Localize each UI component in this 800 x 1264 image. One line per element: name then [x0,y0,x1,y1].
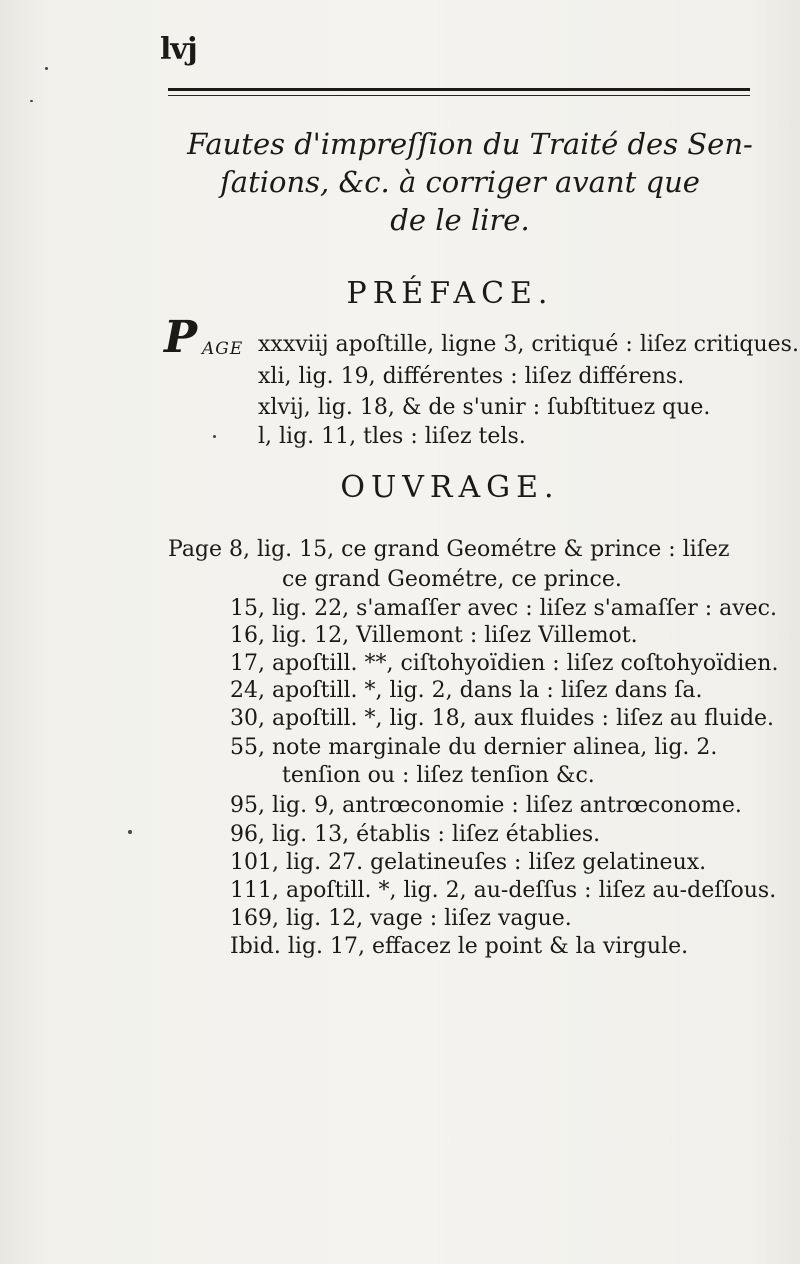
paper-speck [45,67,48,70]
title-line-2: ſations, &c. à corriger avant que [220,165,700,199]
header-rule [168,88,750,91]
paper-speck [30,100,33,102]
ouvrage-line-1: Page 8, lig. 15, ce grand Geométre & prince : liſez [168,537,730,562]
errata-title [150,125,770,239]
preface-page-label: AGE [202,339,244,359]
page-number: lvj [160,32,197,67]
preface-line-4: l, lig. 11, tles : liſez tels. [258,424,526,449]
ouvrage-line-8: 55, note marginale du dernier alinea, lig. 2. [230,735,718,760]
ouvrage-line-12: 101, lig. 27. gelatineuſes : liſez gelatineux. [230,850,707,875]
drop-initial: P [164,312,198,363]
ouvrage-line-9: tenſion ou : liſez tenſion &c. [282,763,595,788]
title-line-3: de le lire. [390,203,530,237]
ouvrage-line-10: 95, lig. 9, antrœconomie : liſez antrœconome. [230,793,742,818]
ouvrage-line-5: 17, apoſtill. **, ciſtohyoïdien : liſez coſtohyoïdien. [230,651,779,676]
preface-line-3: xlvij, lig. 18, & de s'unir : ſubſtituez que. [258,395,711,420]
ouvrage-line-3: 15, lig. 22, s'amaſſer avec : liſez s'amaſſer : avec. [230,596,777,621]
ouvrage-line-13: 111, apoſtill. *, lig. 2, au-deſſus : liſez au-deſſous. [230,878,777,903]
preface-line-1: xxxviij apoſtille, ligne 3, critiqué : liſez critiques. [258,332,799,357]
ouvrage-heading: OUVRAGE. [340,470,560,505]
preface-line-2: xli, lig. 19, différentes : liſez différens. [258,364,685,389]
title-line-1: Fautes d'impreſſion du Traité des Sen- [187,127,753,161]
ouvrage-line-11: 96, lig. 13, établis : liſez établies. [230,822,601,847]
paper-speck [128,830,132,834]
ouvrage-line-15: Ibid. lig. 17, effacez le point & la virgule. [230,934,689,959]
paper-speck [213,435,216,438]
header-rule-thin [168,95,750,96]
ouvrage-line-14: 169, lig. 12, vage : liſez vague. [230,906,572,931]
ouvrage-line-7: 30, apoſtill. *, lig. 18, aux fluides : liſez au fluide. [230,706,775,731]
preface-heading: PRÉFACE. [346,276,554,311]
ouvrage-line-6: 24, apoſtill. *, lig. 2, dans la : liſez dans ſa. [230,678,703,703]
ouvrage-line-4: 16, lig. 12, Villemont : liſez Villemot. [230,623,638,648]
ouvrage-line-2: ce grand Geométre, ce prince. [282,567,622,592]
